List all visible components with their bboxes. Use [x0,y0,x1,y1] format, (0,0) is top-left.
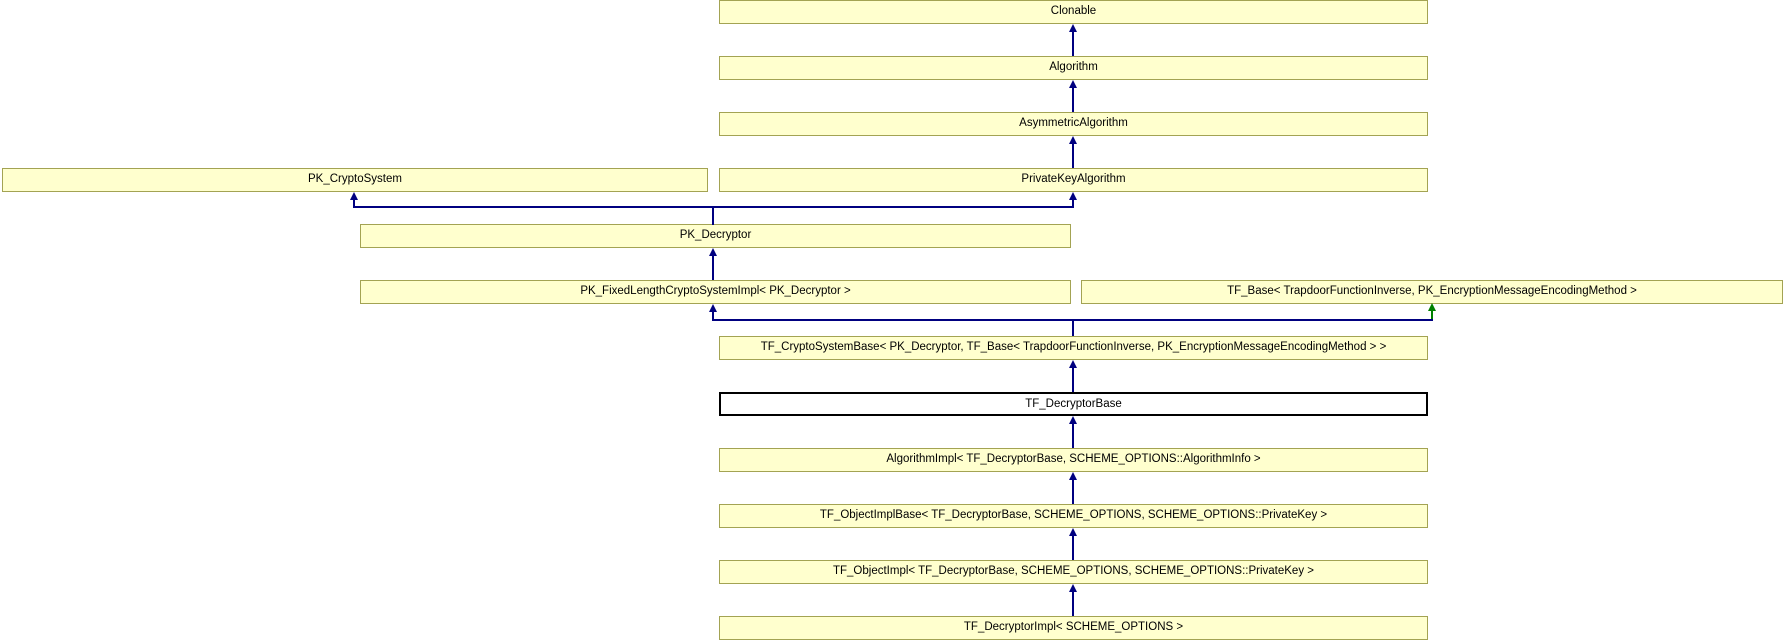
class-node-clonable[interactable]: Clonable [719,0,1428,24]
class-node-algorithm-impl[interactable]: AlgorithmImpl< TF_DecryptorBase, SCHEME_OPTIONS::AlgorithmInfo > [719,448,1428,472]
edge-tf-object-impl-to-tf-object-impl-base [1072,535,1074,560]
class-node-tf-crypto-system-base[interactable]: TF_CryptoSystemBase< PK_Decryptor, TF_Base< TrapdoorFunctionInverse, PK_EncryptionMessageEncodingMethod > > [719,336,1428,360]
class-node-tf-object-impl-base[interactable]: TF_ObjectImplBase< TF_DecryptorBase, SCHEME_OPTIONS, SCHEME_OPTIONS::PrivateKey > [719,504,1428,528]
edge-algorithm-impl-to-tf-decryptor-base [1072,423,1074,448]
class-node-private-key-algorithm[interactable]: PrivateKeyAlgorithm [719,168,1428,192]
edge-asymmetric-algorithm-to-algorithm [1072,87,1074,112]
edge-pk-decryptor-stub [712,206,714,225]
edge-algorithm-to-clonable [1072,31,1074,56]
edge-tf-crypto-system-base-stub [1072,319,1074,336]
edge-pk-fixed-length-to-pk-decryptor [712,255,714,280]
edge-private-key-algorithm-to-asymmetric-algorithm [1072,143,1074,168]
edge-tf-decryptor-base-to-tf-crypto-system-base [1072,367,1074,392]
class-node-asymmetric-algorithm[interactable]: AsymmetricAlgorithm [719,112,1428,136]
edge-pk-decryptor-to-private-key-algorithm [1072,199,1074,206]
class-node-tf-decryptor-impl[interactable]: TF_DecryptorImpl< SCHEME_OPTIONS > [719,616,1428,640]
class-node-algorithm[interactable]: Algorithm [719,56,1428,80]
edge-tf-crypto-system-base-to-pk-fixed-length [712,311,714,319]
edge-tf-object-impl-base-to-algorithm-impl [1072,479,1074,504]
class-node-tf-base[interactable]: TF_Base< TrapdoorFunctionInverse, PK_EncryptionMessageEncodingMethod > [1081,280,1783,304]
class-node-pk-fixed-length-crypto-system-impl[interactable]: PK_FixedLengthCryptoSystemImpl< PK_Decryptor > [360,280,1071,304]
edge-tf-crypto-system-base-to-tf-base-protected [1431,310,1433,319]
edge-tf-decryptor-impl-to-tf-object-impl [1072,591,1074,616]
edge-pk-decryptor-to-pk-cryptosystem [353,199,355,206]
class-node-pk-decryptor[interactable]: PK_Decryptor [360,224,1071,248]
class-node-pk-cryptosystem[interactable]: PK_CryptoSystem [2,168,708,192]
class-node-tf-decryptor-base-current: TF_DecryptorBase [719,392,1428,416]
class-node-tf-object-impl[interactable]: TF_ObjectImpl< TF_DecryptorBase, SCHEME_OPTIONS, SCHEME_OPTIONS::PrivateKey > [719,560,1428,584]
